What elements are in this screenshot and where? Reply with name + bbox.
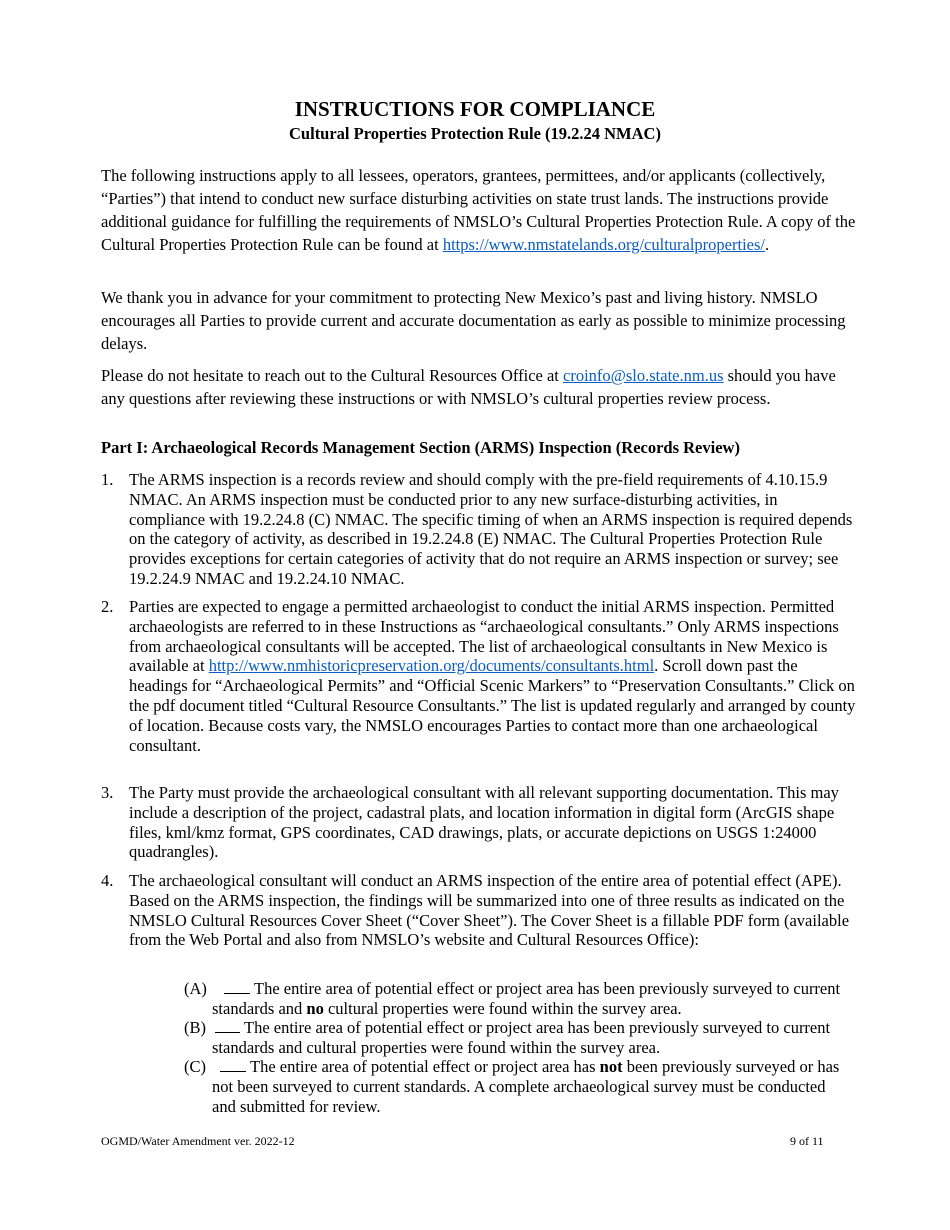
option-text-a: The entire area of potential effect or project area has been previously surveyed to current standards and: [212, 979, 841, 1018]
list-item-text: The ARMS inspection is a records review and should comply with the pre-field requirements of 4.10.15.9 NMAC. An ARMS inspection must be conducted prior to any new surface-disturbing activities, in compliance with 19.2.24.8 (C) NMAC. The specific timing of when an ARMS inspection is required depends on the category of activity, as described in 19.2.24.8 (E) NMAC. The Cultural Properties Protection Rule provides exceptions for certain categories of activity that do not require an ARMS inspection or survey; see 19.2.24.9 NMAC and 19.2.24.10 NMAC.: [129, 470, 853, 588]
option-bold-word: no: [306, 998, 324, 1018]
option-b: [184, 1018, 844, 1058]
part1-heading: Part I: Archaeological Records Management Section (ARMS) Inspection (Records Review): [101, 438, 740, 457]
list-item-text: The archaeological consultant will conduct an ARMS inspection of the entire area of potential effect (APE). Based on the ARMS inspection, the findings will be summarized into one of three results as indicated on the NMSLO Cultural Resources Cover Sheet (“Cover Sheet”). The Cover Sheet is a fillable PDF form (available from the Web Portal and also from NMSLO’s website and Cultural Resources Office):: [129, 871, 850, 950]
intro-p1-end: .: [765, 235, 770, 254]
cultural-properties-link[interactable]: https://www.nmstatelands.org/culturalproperties/: [442, 235, 765, 254]
intro-p3-text-a: Please do not hesitate to reach out to the Cultural Resources Office at: [101, 366, 564, 385]
option-label: (A): [184, 979, 207, 998]
option-a: [184, 979, 844, 1019]
list-item-text-b: . Scroll down past the headings for “Archaeological Permits” and “Official Scenic Markers” to “Preservation Consultants.” Click on the pdf document titled “Cultural Resource Consultants.” The list is updated regularly and arranged by county of location. Because costs vary, the NMSLO encourages Parties to contact more than one archaeological consultant.: [129, 656, 856, 755]
list-item: [101, 597, 856, 755]
list-item: [101, 470, 856, 589]
list-item: [101, 783, 856, 862]
page-subtitle: Cultural Properties Protection Rule (19.2.24 NMAC): [289, 124, 661, 143]
list-item-text-a: Parties are expected to engage a permitted archaeologist to conduct the initial ARMS inspection. Permitted archaeologists are referred to in these Instructions as “archaeological consultants.” Only ARMS inspections from archaeological consultants will be accepted. The list of archaeological consultants in New Mexico is available at: [129, 597, 839, 676]
option-c: [184, 1057, 844, 1116]
option-text-a: The entire area of potential effect or project area has been previously surveyed to current standards and cultural properties were found within the survey area.: [212, 1018, 831, 1057]
email-link[interactable]: croinfo@slo.state.nm.us: [563, 366, 724, 385]
intro-paragraph-1: [101, 164, 856, 256]
intro-p1-text: The following instructions apply to all lessees, operators, grantees, permittees, and/or applicants (collectively, “Parties”) that intend to conduct new surface disturbing activities on state trust lands. The instructions provide additional guidance for fulfilling the requirements of NMSLO’s Cultural Properties Protection Rule. A copy of the Cultural Properties Protection Rule can be found at: [101, 166, 856, 254]
footer-page-number: 9 of 11: [790, 1134, 824, 1148]
option-bold-word: not: [599, 1057, 623, 1076]
intro-paragraph-2: We thank you in advance for your commitment to protecting New Mexico’s past and living history. NMSLO encourages all Parties to provide current and accurate documentation as early as possible to minimize processing delays.: [101, 288, 846, 353]
list-item-number: 2.: [101, 597, 114, 616]
list-item-text: The Party must provide the archaeological consultant with all relevant supporting documentation. This may include a description of the project, cadastral plats, and location information in digital form (ArcGIS shape files, kml/kmz format, GPS coordinates, CAD drawings, plats, or accurate depictions on USGS 1:24000 quadrangles).: [129, 783, 839, 862]
list-item-number: 4.: [101, 871, 114, 890]
option-a-blank-line[interactable]: [224, 979, 250, 994]
list-item-number: 3.: [101, 783, 114, 802]
option-text-b: been previously surveyed or has not been surveyed to current standards. A complete archaeological survey must be conducted and submitted for review.: [212, 1057, 840, 1116]
page-title: INSTRUCTIONS FOR COMPLIANCE: [294, 97, 656, 121]
list-item: [101, 871, 856, 950]
list-item-number: 1.: [101, 470, 114, 489]
option-label: (C): [184, 1057, 206, 1076]
intro-paragraph-3: [101, 364, 856, 410]
option-text-b: cultural properties were found within the survey area.: [323, 998, 682, 1018]
option-label: (B): [184, 1018, 206, 1037]
option-c-blank-line[interactable]: [220, 1057, 246, 1072]
consultants-link[interactable]: http://www.nmhistoricpreservation.org/documents/consultants.html: [208, 656, 655, 676]
option-text-a: The entire area of potential effect or project area has: [250, 1057, 600, 1076]
option-b-blank-line[interactable]: [215, 1018, 240, 1033]
footer-version: OGMD/Water Amendment ver. 2022-12: [101, 1134, 295, 1148]
intro-p3-text-b: should you have any questions after reviewing these instructions or with NMSLO’s cultural properties review process.: [101, 366, 836, 408]
